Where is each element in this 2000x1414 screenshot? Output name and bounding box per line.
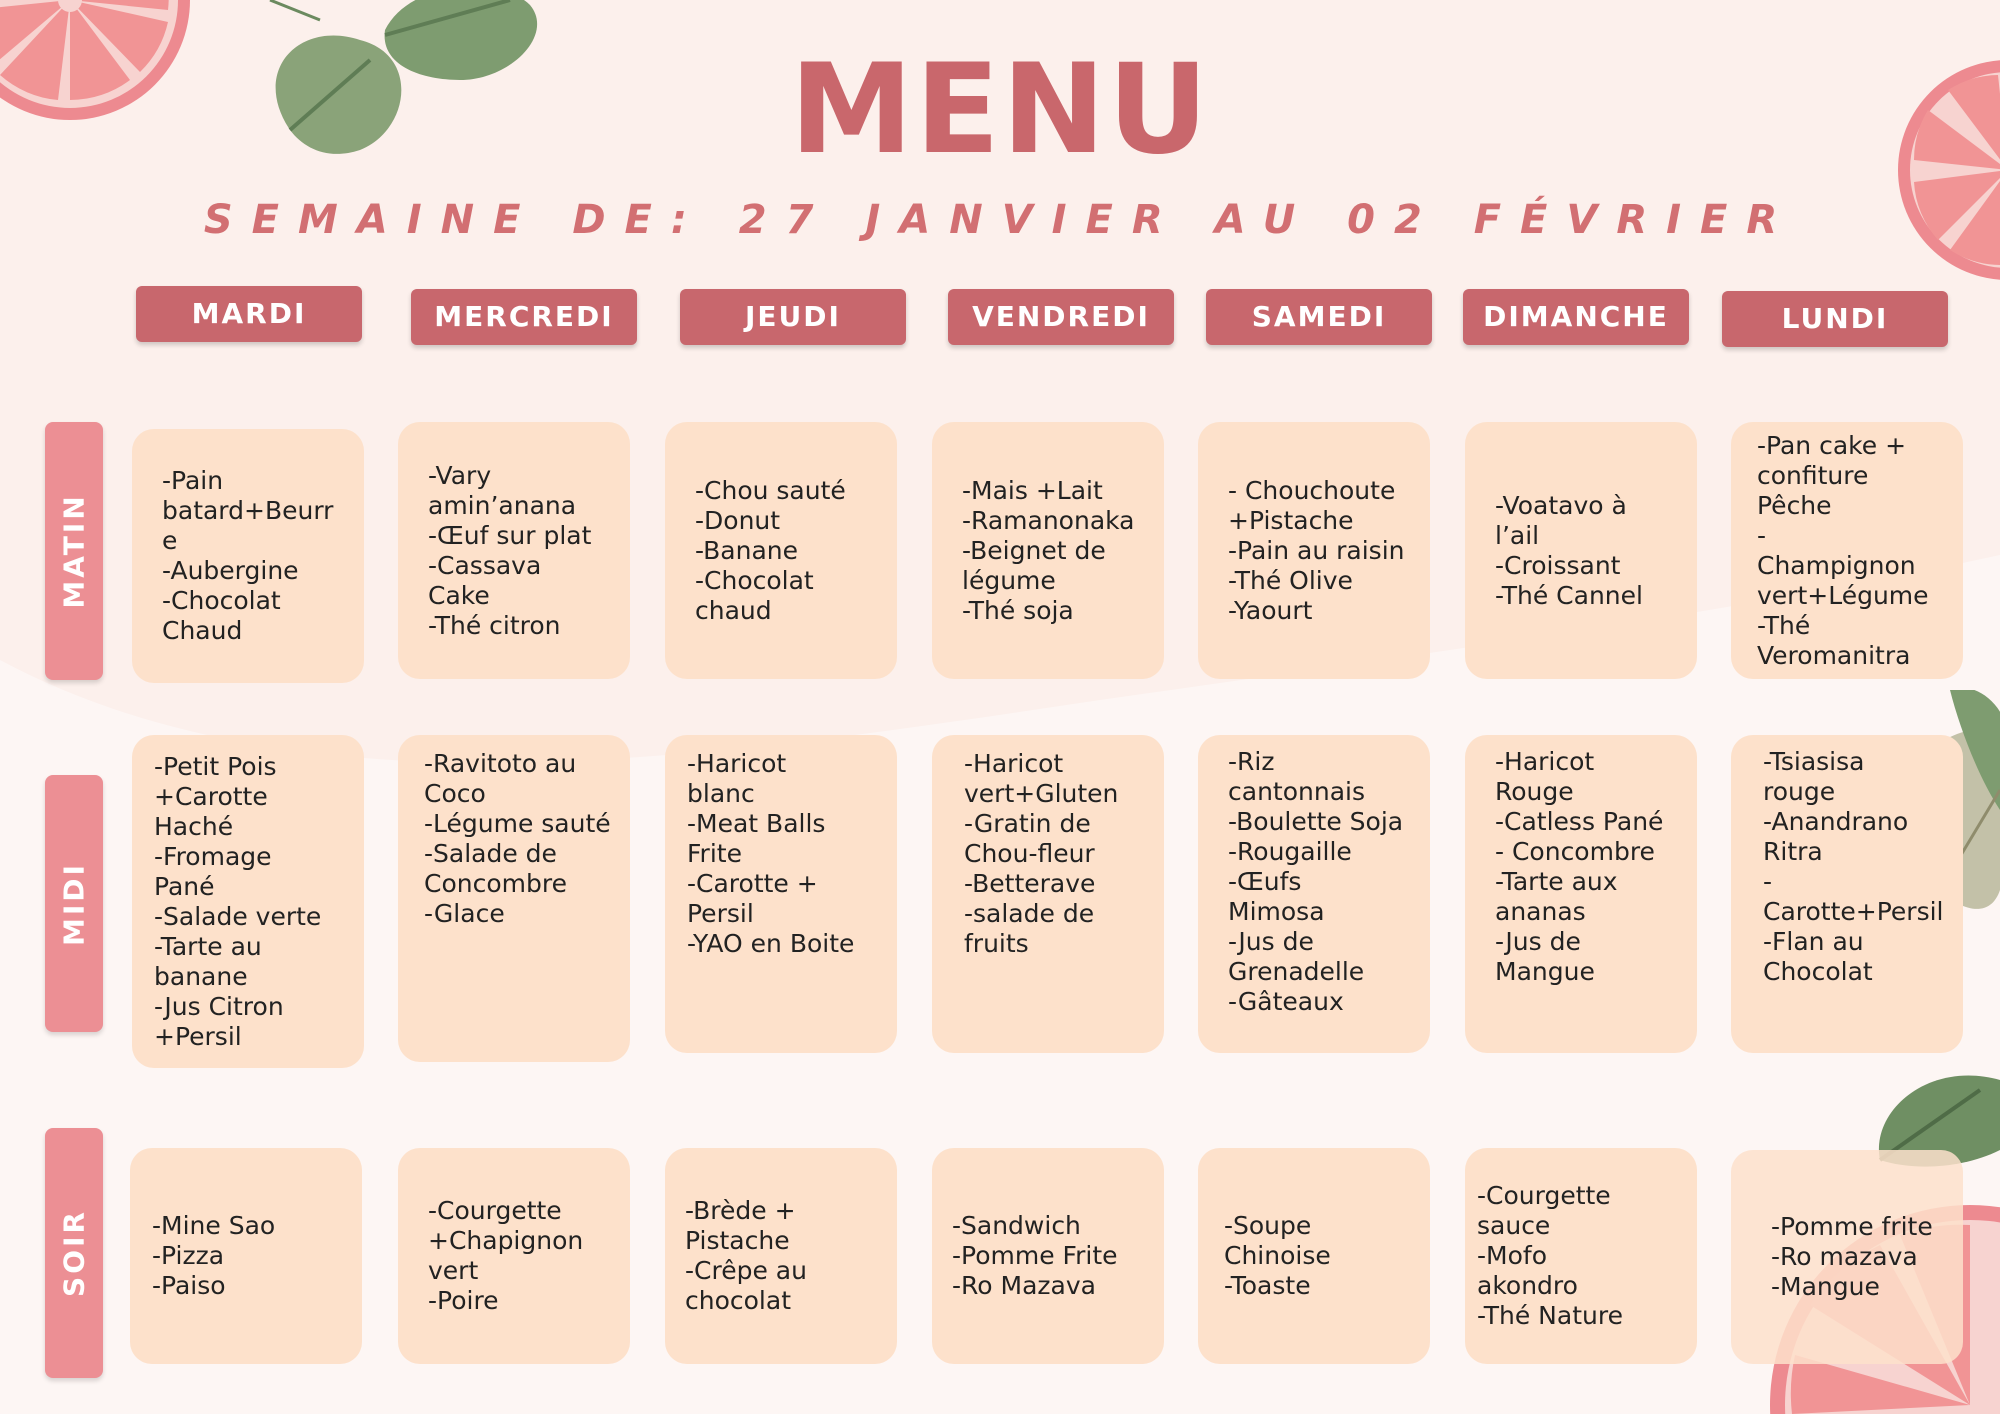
menu-card-matin-vendredi bbox=[932, 422, 1164, 679]
menu-items: -Mais +Lait -Ramanonaka -Beignet de légume -Thé soja bbox=[962, 475, 1135, 625]
menu-card-matin-lundi bbox=[1731, 422, 1963, 679]
day-header-mercredi: MERCREDI bbox=[411, 289, 637, 345]
day-header-lundi: LUNDI bbox=[1722, 291, 1948, 347]
menu-items: -Sandwich -Pomme Frite -Ro Mazava bbox=[952, 1211, 1118, 1300]
menu-items: -Courgette +Chapignon vert -Poire bbox=[428, 1196, 584, 1315]
menu-card-midi-vendredi bbox=[932, 735, 1164, 1053]
menu-card-soir-vendredi bbox=[932, 1148, 1164, 1364]
menu-card-matin-mardi bbox=[132, 429, 364, 683]
menu-card-midi-dimanche bbox=[1465, 735, 1697, 1053]
meal-label-midi bbox=[45, 775, 103, 1032]
day-header-dimanche: DIMANCHE bbox=[1463, 289, 1689, 345]
menu-items: -Voatavo à l’ail -Croissant -Thé Cannel bbox=[1495, 490, 1643, 610]
menu-card-midi-lundi bbox=[1731, 735, 1963, 1053]
meal-label-matin bbox=[45, 422, 103, 680]
menu-card-soir-samedi bbox=[1198, 1148, 1430, 1364]
menu-items: -Chou sauté -Donut -Banane -Chocolat chaud bbox=[695, 475, 846, 625]
menu-card-soir-dimanche bbox=[1465, 1148, 1697, 1364]
day-header-jeudi: JEUDI bbox=[680, 289, 906, 345]
menu-items: -Tsiasisa rouge -Anandrano Ritra - Carotte+Persil -Flan au Chocolat bbox=[1763, 747, 1944, 986]
day-header-samedi: SAMEDI bbox=[1206, 289, 1432, 345]
meal-label-soir bbox=[45, 1128, 103, 1378]
menu-items: -Pomme frite -Ro mazava -Mangue bbox=[1771, 1212, 1933, 1301]
menu-items: -Ravitoto au Coco -Légume sauté -Salade de Concombre -Glace bbox=[424, 749, 611, 928]
meal-label-text: MATIN bbox=[57, 493, 91, 609]
menu-items: -Petit Pois +Carotte Haché -Fromage Pané -Salade verte -Tarte au banane -Jus Citron +Persil bbox=[154, 751, 322, 1051]
menu-card-matin-jeudi bbox=[665, 422, 897, 679]
menu-card-midi-samedi bbox=[1198, 735, 1430, 1053]
menu-items: -Courgette sauce -Mofo akondro -Thé Nature bbox=[1477, 1181, 1623, 1330]
menu-card-matin-mercredi bbox=[398, 422, 630, 679]
menu-card-matin-samedi bbox=[1198, 422, 1430, 679]
menu-items: -Haricot Rouge -Catless Pané - Concombre -Tarte aux ananas -Jus de Mangue bbox=[1495, 747, 1664, 986]
menu-items: -Brède + Pistache -Crêpe au chocolat bbox=[685, 1196, 807, 1315]
menu-items: -Haricot blanc -Meat Balls Frite -Carotte + Persil -YAO en Boite bbox=[687, 749, 855, 958]
menu-card-midi-mardi bbox=[132, 735, 364, 1068]
week-subtitle: SEMAINE DE: 27 JANVIER AU 02 FÉVRIER bbox=[203, 197, 1797, 243]
page-title: MENU bbox=[789, 38, 1211, 182]
menu-card-soir-jeudi bbox=[665, 1148, 897, 1364]
day-header-vendredi: VENDREDI bbox=[948, 289, 1174, 345]
menu-card-midi-jeudi bbox=[665, 735, 897, 1053]
menu-items: -Pain batard+Beurr e -Aubergine -Chocolat Chaud bbox=[162, 466, 334, 645]
menu-items: - Chouchoute +Pistache -Pain au raisin -Thé Olive -Yaourt bbox=[1228, 475, 1405, 625]
meal-label-text: SOIR bbox=[57, 1209, 91, 1297]
menu-items: -Pan cake + confiture Pêche - Champignon vert+Légume -Thé Veromanitra bbox=[1757, 430, 1929, 670]
menu-items: -Vary amin’anana -Œuf sur plat -Cassava Cake -Thé citron bbox=[428, 460, 592, 640]
menu-card-soir-mardi bbox=[130, 1148, 362, 1364]
menu-items: -Haricot vert+Gluten -Gratin de Chou-fleur -Betterave -salade de fruits bbox=[964, 749, 1119, 958]
menu-card-midi-mercredi bbox=[398, 735, 630, 1062]
menu-card-soir-mercredi bbox=[398, 1148, 630, 1364]
menu-items: -Soupe Chinoise -Toaste bbox=[1224, 1211, 1331, 1300]
menu-items: -Mine Sao -Pizza -Paiso bbox=[152, 1211, 276, 1300]
menu-card-matin-dimanche bbox=[1465, 422, 1697, 679]
menu-items: -Riz cantonnais -Boulette Soja -Rougaille -Œufs Mimosa -Jus de Grenadelle -Gâteaux bbox=[1228, 747, 1404, 1016]
meal-label-text: MIDI bbox=[57, 861, 91, 946]
day-header-mardi: MARDI bbox=[136, 286, 362, 342]
menu-card-soir-lundi bbox=[1731, 1150, 1963, 1364]
